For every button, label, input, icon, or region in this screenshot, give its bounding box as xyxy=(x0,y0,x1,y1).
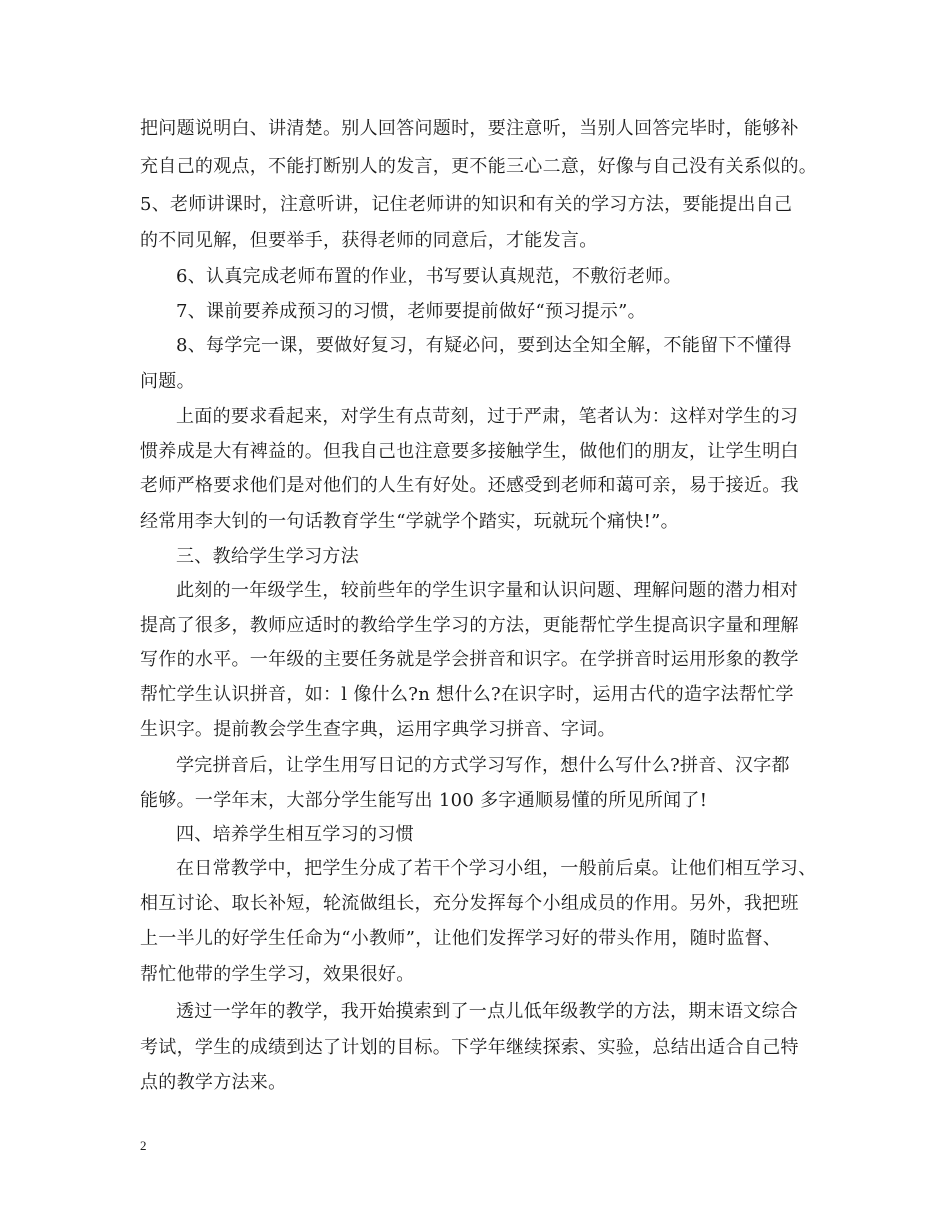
text-line: 把问题说明白、讲清楚。别人回答问题时，要注意听，当别人回答完毕时，能够补 xyxy=(140,118,799,139)
text-line: 5、老师讲课时，注意听讲，记住老师讲的知识和有关的学习方法，要能提出自己 xyxy=(140,194,793,215)
text-line: 8、每学完一课，要做好复习，有疑必问，要到达全知全解，不能留下不懂得 xyxy=(176,335,792,356)
text-line: 惯养成是大有裨益的。但我自己也注意要多接触学生，做他们的朋友，让学生明白 xyxy=(140,441,799,462)
text-line: 透过一学年的教学，我开始摸索到了一点儿低年级教学的方法，期末语文综合 xyxy=(176,1001,799,1022)
text-line: 老师严格要求他们是对他们的人生有好处。还感受到老师和蔼可亲，易于接近。我 xyxy=(140,475,799,496)
page-number: 2 xyxy=(140,1138,147,1153)
text-line: 此刻的一年级学生，较前些年的学生识字量和认识问题、理解问题的潜力相对 xyxy=(176,580,799,601)
text-line: 上面的要求看起来，对学生有点苛刻，过于严肃，笔者认为：这样对学生的习 xyxy=(176,406,799,427)
text-line: 写作的水平。一年级的主要任务就是学会拼音和识字。在学拼音时运用形象的教学 xyxy=(140,649,799,670)
text-line: 充自己的观点，不能打断别人的发言，更不能三心二意，好像与自己没有关系似的。 xyxy=(140,156,818,177)
text-line: 上一半儿的好学生任命为“小教师”，让他们发挥学习好的带头作用，随时监督、 xyxy=(140,928,782,949)
text-line: 经常用李大钊的一句话教育学生“学就学个踏实，玩就玩个痛快!”。 xyxy=(140,511,679,532)
text-line: 相互讨论、取长补短，轮流做组长，充分发挥每个小组成员的作用。另外，我把班 xyxy=(140,893,799,914)
section-heading: 三、教给学生学习方法 xyxy=(176,546,359,567)
text-line: 7、课前要养成预习的习惯，老师要提前做好“预习提示”。 xyxy=(176,301,646,322)
text-line: 提高了很多，教师应适时的教给学生学习的方法，更能帮忙学生提高识字量和理解 xyxy=(140,615,799,636)
text-line: 点的教学方法来。 xyxy=(140,1072,287,1093)
text-line: 6、认真完成老师布置的作业，书写要认真规范，不敷衍老师。 xyxy=(176,266,682,287)
text-line: 学完拼音后，让学生用写日记的方式学习写作，想什么写什么?拼音、汉字都 xyxy=(176,755,790,776)
text-line: 考试，学生的成绩到达了计划的目标。下学年继续探索、实验，总结出适合自己特 xyxy=(140,1037,799,1058)
text-line: 帮忙学生认识拼音，如：l 像什么?n 想什么?在识字时，运用古代的造字法帮忙学 xyxy=(140,684,794,705)
text-line: 帮忙他带的学生学习，效果很好。 xyxy=(140,964,415,985)
text-line: 能够。一学年末，大部分学生能写出 100 多字通顺易懂的所见所闻了! xyxy=(140,790,708,811)
text-line: 在日常教学中，把学生分成了若干个学习小组，一般前后桌。让他们相互学习、 xyxy=(176,858,817,879)
text-line: 的不同见解，但要举手，获得老师的同意后，才能发言。 xyxy=(140,230,598,251)
text-line: 生识字。提前教会学生查字典，运用字典学习拼音、字词。 xyxy=(140,719,616,740)
text-line: 问题。 xyxy=(140,371,195,392)
section-heading: 四、培养学生相互学习的习惯 xyxy=(176,824,414,845)
